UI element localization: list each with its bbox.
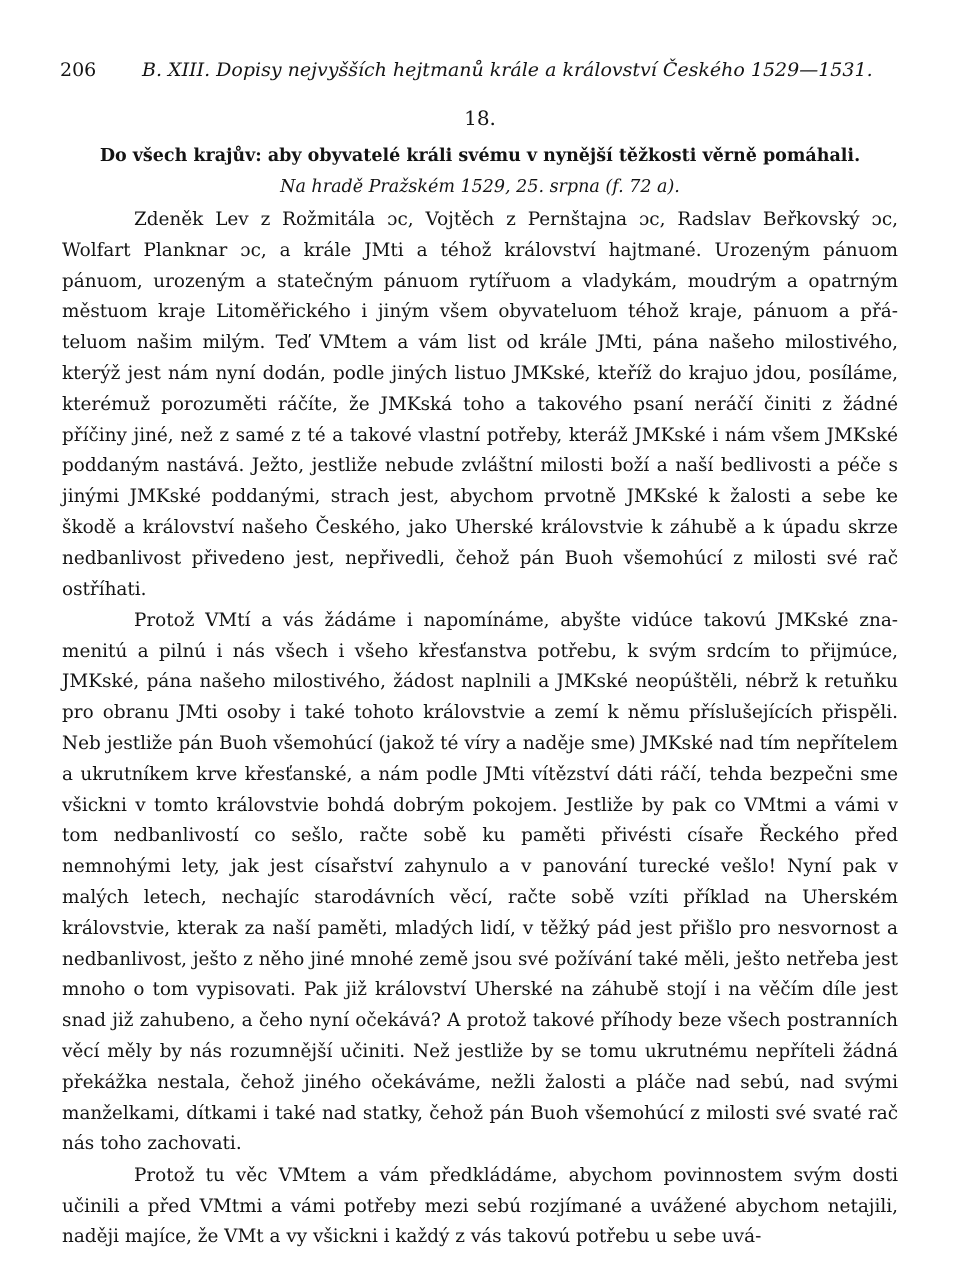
paragraph-2: Protož VMtí a vás žádáme i napomínáme, abyšte vidúce takovú JMKské znamenitú a pilnú i nás všech i všeho křesťanstva potřebu, k svým srdcím to přijmúce, JMKské, pána našeho milostivého, žádost naplnili a JMKské neopúštěli, nébrž k retuňku pro obranu JMti osoby i také tohoto královstvie a zemí k němu příslušejících přispěli. Neb jestliže pán Buoh všemohúcí (jakož té víry a naděje sme) JMKské nad tím nepřítelem a ukrutníkem krve křesťanské, a nám podle JMti vítězství dáti ráčí, tehda bezpečni sme všickni v tomto královstvie bohdá dobrým pokojem. Jestliže by pak co VMtmi a vámi v tom nedbanlivostí co sešlo, račte sobě ku paměti přivésti císaře Řeckého před nemnohými lety, jak jest císařství zahynulo a v panování turecké vešlo! Nyní pak v malých letech, nechajíc starodávních věcí, račte sobě vzíti příklad na Uherském královstvie, kterak za naší paměti, mladých lidí, v těžký pád jest přišlo pro nesvornost a nedbanlivost, ješto z něho jiné mnohé země jsou své požívání také měli, ješto netřeba jest mnoho o tom vypisovati. Pak již království Uherské na záhubě stojí i na věčím díle jest snad již zahubeno, a čeho nyní očekává? A protož takové příhody beze všech postranních věcí měly by nás rozumnější učiniti. Než jestliže by se tomu ukrutnému nepříteli žádná překážka nestala, čehož jiného očekáváme, nežli žalosti a pláče nad sebú, nad svými manželkami, dítkami i také nad statky, čehož pán Buoh všemohúcí z milosti své svaté rač nás toho zachovati. xyxy=(62,609,898,1155)
paragraph-3: Protož tu věc VMtem a vám předkládáme, abychom povinnostem svým dosti učinili a před VMtmi a vámi potřeby mezi sebú rozjímané a uvážené abychom netajili, naději majíce, že VMt a vy všickni i každý z vás takovú potřebu u sebe uvá- xyxy=(62,1164,898,1248)
running-head xyxy=(60,56,900,84)
running-title: B. XIII. Dopisy nejvyšších hejtmanů krále a království Českého 1529—1531. xyxy=(142,59,873,81)
document-number: 18. xyxy=(464,106,496,130)
page-number: 206 xyxy=(60,59,97,81)
letter-body xyxy=(62,205,898,1253)
document-heading: Do všech krajův: aby obyvatelé králi svému v nynější těžkosti věrně pomáhali. xyxy=(99,146,861,166)
paragraph-1: Zdeněk Lev z Rožmitála ɔc, Vojtěch z Pernštajna ɔc, Radslav Beřkovský ɔc, Wolfart Planknar ɔc, a krále JMti a téhož království hajtmané. Urozeným pánuom pánuom, urozeným a statečným pánuom rytířuom a vladykám, moudrým a opatrným městuom kraje Litoměřického i jiným všem obyvateluom téhož kraje, pánuom a přáteluom našim milým. Teď VMtem a vám list od krále JMti, pána našeho milostivého, kterýž jest nám nyní dodán, podle jiných listuo JMKské, kteříž do krajuo jdou, posíláme, kterémuž porozuměti ráčíte, že JMKská toho a takového psaní neráčí činiti z žádné příčiny jiné, než z samé z té a takové vlastní potřeby, kteráž JMKské i nám všem JMKské poddaným nastává. Ježto, jestliže nebude zvláštní milosti boží a naší bedlivosti a péče s jinými JMKské poddanými, strach jest, abychom prvotně JMKské k žalosti a sebe ke škodě a království našeho Českého, jako Uherské královstvie k záhubě a k úpadu skrze nedbanlivost přivedeno jest, nepřivedli, čehož pán Buoh všemohúcí z milosti své rač ostříhati. xyxy=(62,209,898,600)
document-dateline: Na hradě Pražském 1529, 25. srpna (f. 72 a). xyxy=(280,177,680,197)
